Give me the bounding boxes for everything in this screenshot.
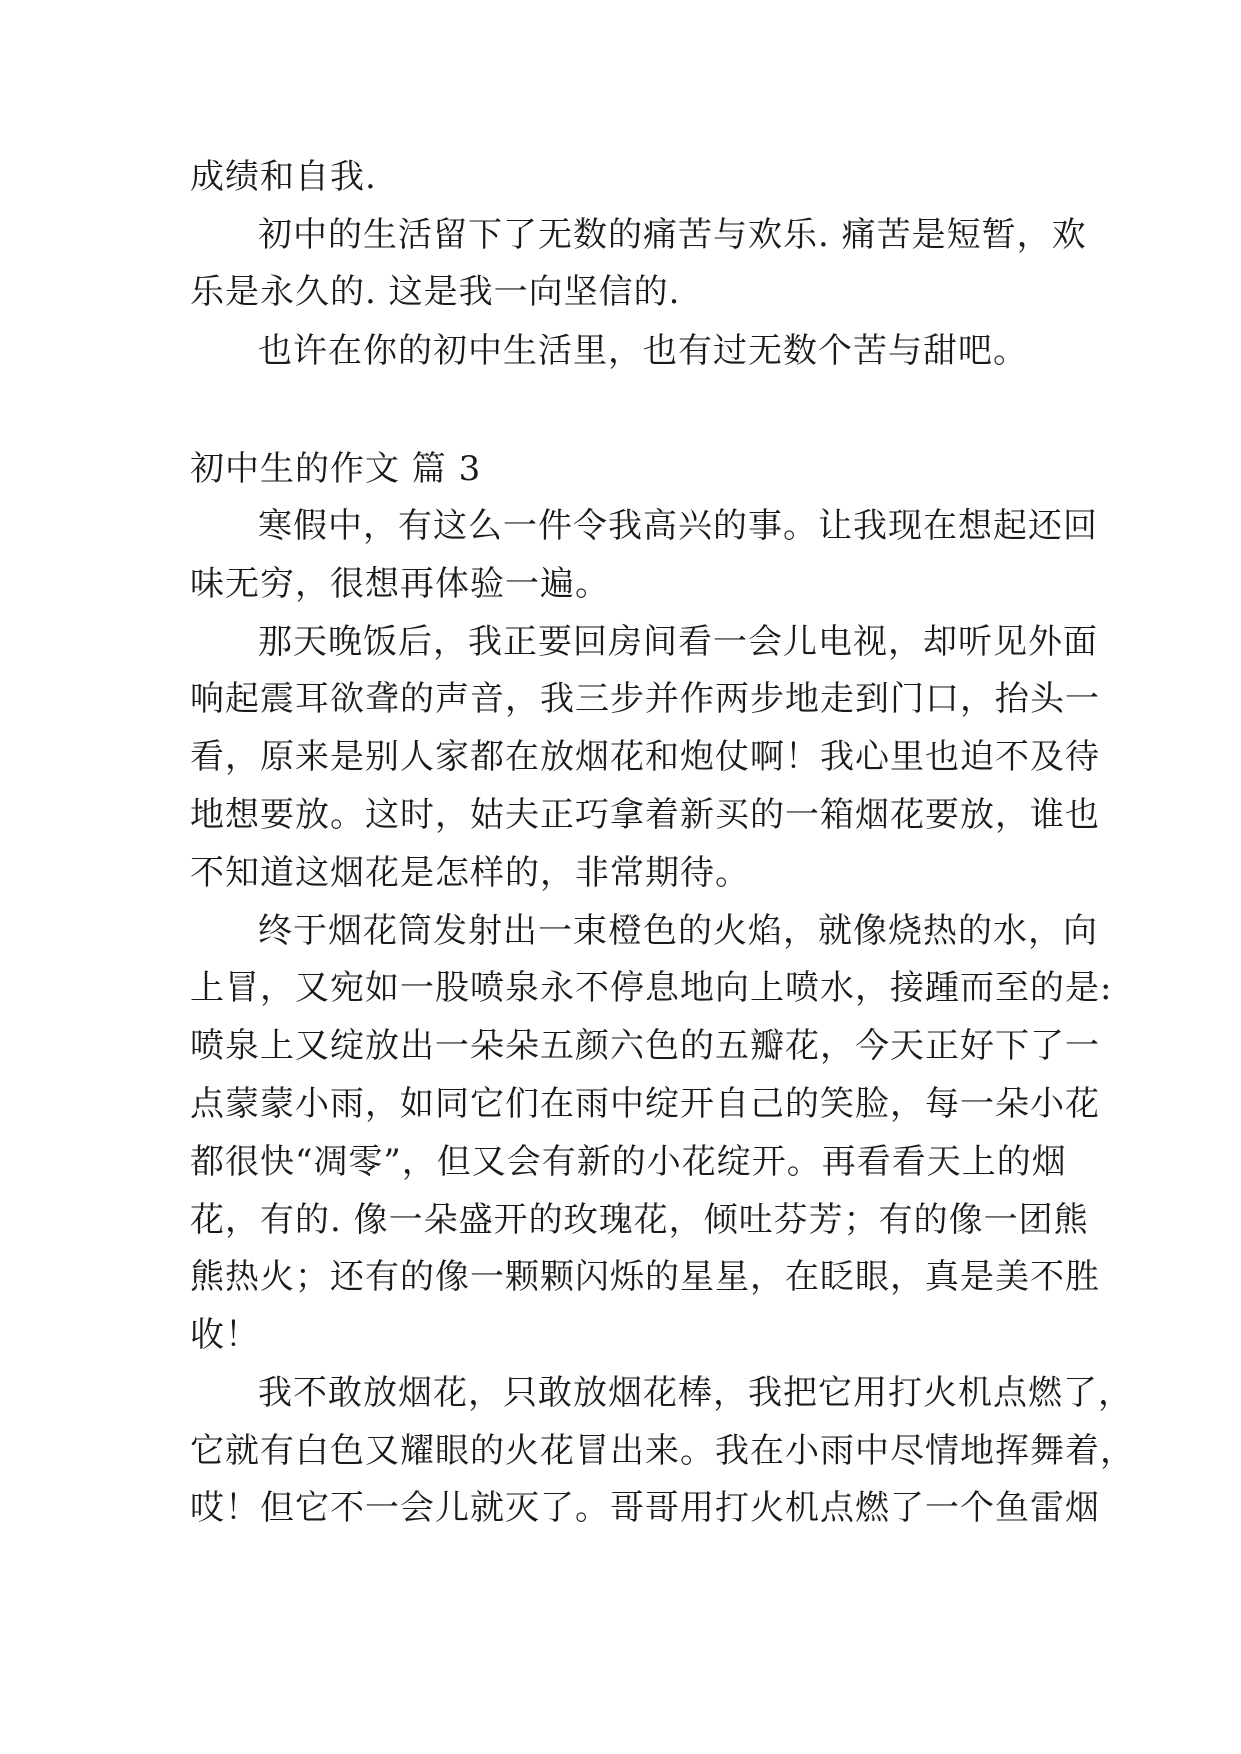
text-line: 哎！但它不一会儿就灭了。哥哥用打火机点燃了一个鱼雷烟 bbox=[190, 1488, 1100, 1528]
text-line: 寒假中，有这么一件令我高兴的事。让我现在想起还回 bbox=[258, 506, 1098, 546]
text-line: 收！ bbox=[190, 1315, 260, 1355]
text-line: 初中的生活留下了无数的痛苦与欢乐. 痛苦是短暂，欢 bbox=[258, 215, 1087, 255]
text-line: 都很快“凋零”，但又会有新的小花绽开。再看看天上的烟 bbox=[190, 1142, 1067, 1182]
text-line: 味无穷，很想再体验一遍。 bbox=[190, 564, 610, 604]
text-line: 不知道这烟花是怎样的，非常期待。 bbox=[190, 853, 750, 893]
text-line: 我不敢放烟花，只敢放烟花棒，我把它用打火机点燃了， bbox=[258, 1373, 1133, 1413]
text-line: 上冒，又宛如一股喷泉永不停息地向上喷水，接踵而至的是: bbox=[190, 968, 1113, 1008]
text-line: 它就有白色又耀眼的火花冒出来。我在小雨中尽情地挥舞着， bbox=[190, 1431, 1135, 1471]
text-line: 乐是永久的. 这是我一向坚信的. bbox=[190, 272, 681, 312]
section-heading: 初中生的作文 篇 3 bbox=[190, 449, 482, 489]
text-line: 成绩和自我. bbox=[190, 157, 377, 197]
text-line: 看，原来是别人家都在放烟花和炮仗啊！我心里也迫不及待 bbox=[190, 737, 1100, 777]
text-line: 那天晚饭后，我正要回房间看一会儿电视，却听见外面 bbox=[258, 622, 1098, 662]
text-line: 也许在你的初中生活里，也有过无数个苦与甜吧。 bbox=[258, 331, 1028, 371]
text-line: 终于烟花筒发射出一束橙色的火焰，就像烧热的水，向 bbox=[258, 911, 1098, 951]
text-line: 花，有的. 像一朵盛开的玫瑰花，倾吐芬芳；有的像一团熊 bbox=[190, 1200, 1089, 1240]
text-line: 熊热火；还有的像一颗颗闪烁的星星，在眨眼，真是美不胜 bbox=[190, 1257, 1100, 1297]
text-line: 地想要放。这时，姑夫正巧拿着新买的一箱烟花要放，谁也 bbox=[190, 795, 1100, 835]
text-line: 点蒙蒙小雨，如同它们在雨中绽开自己的笑脸，每一朵小花 bbox=[190, 1084, 1100, 1124]
text-line: 喷泉上又绽放出一朵朵五颜六色的五瓣花，今天正好下了一 bbox=[190, 1026, 1100, 1066]
text-line: 响起震耳欲聋的声音，我三步并作两步地走到门口，抬头一 bbox=[190, 679, 1100, 719]
